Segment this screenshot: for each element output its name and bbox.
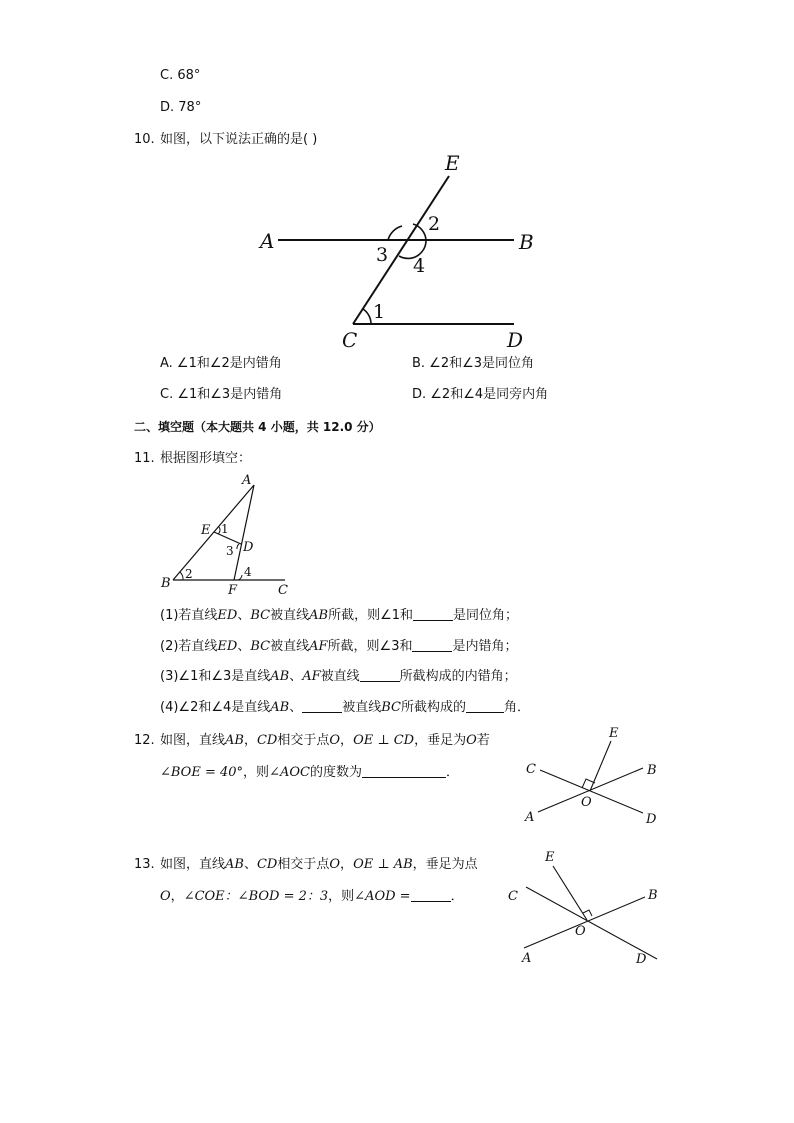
q12-label-e: E — [609, 726, 619, 741]
q10-option-b: B. ∠2和∠3是同位角 — [412, 356, 535, 371]
q10-question: 如图，以下说法正确的是( ) — [160, 132, 318, 147]
q11-statement-1: (1)若直线ED、BC被直线AB所截，则∠1和 是同位角； — [160, 608, 519, 623]
q13-label-o: O — [575, 924, 586, 939]
q12-label-c: C — [526, 762, 536, 777]
q11-angle-3: 3 — [226, 544, 234, 558]
q13-number: 13. — [134, 857, 155, 872]
q11-statement-2: (2)若直线ED、BC被直线AF所截，则∠3和 是内错角； — [160, 639, 518, 654]
q10-angle-2: 2 — [428, 213, 441, 235]
q11-angle-2: 2 — [185, 567, 193, 581]
q13-label-a: A — [522, 951, 532, 966]
q9-option-d: D. 78° — [160, 100, 202, 115]
q13-label-c: C — [508, 889, 518, 904]
q13-label-b: B — [648, 888, 658, 903]
q11-number: 11. — [134, 451, 155, 466]
q12-label-d: D — [646, 812, 657, 827]
q10-label-c: C — [342, 328, 358, 352]
q11-label-d: D — [243, 540, 254, 555]
q12-label-o: O — [581, 795, 592, 810]
q11-label-c: C — [278, 583, 288, 598]
q9-option-c: C. 68° — [160, 68, 201, 83]
q12-label-b: B — [647, 763, 657, 778]
q12-line-1: 如图，直线AB，CD相交于点O，OE ⊥ CD，垂足为O若 — [160, 733, 490, 748]
q11-label-e: E — [201, 523, 211, 538]
q13-label-d: D — [636, 952, 647, 967]
q13-line-1: 如图，直线AB、CD相交于点O，OE ⊥ AB，垂足为点 — [160, 857, 478, 872]
q10-angle-4: 4 — [413, 255, 426, 277]
q10-label-b: B — [519, 230, 534, 254]
q10-angle-1: 1 — [373, 301, 386, 323]
q12-line-2: ∠BOE = 40°，则∠AOC的度数为 ． — [160, 765, 459, 780]
q11-statement-3: (3)∠1和∠3是直线AB、AF被直线 所截构成的内错角； — [160, 669, 517, 684]
q11-label-b: B — [161, 576, 171, 591]
q13-line-2: O，∠COE：∠BOD = 2：3，则∠AOD = ． — [160, 889, 464, 904]
q12-number: 12. — [134, 733, 155, 748]
q10-label-e: E — [445, 151, 460, 175]
q10-label-d: D — [507, 328, 524, 352]
q10-label-a: A — [260, 229, 275, 253]
q10-number: 10. — [134, 132, 155, 147]
q10-option-d: D. ∠2和∠4是同旁内角 — [412, 387, 549, 402]
q11-label-f: F — [228, 583, 238, 598]
q10-option-c: C. ∠1和∠3是内错角 — [160, 387, 283, 402]
section-heading: 二、填空题（本大题共 4 小题，共 12.0 分） — [134, 420, 381, 434]
q10-option-a: A. ∠1和∠2是内错角 — [160, 356, 282, 371]
q12-label-a: A — [525, 810, 535, 825]
q10-angle-3: 3 — [376, 244, 389, 266]
q13-label-e: E — [545, 850, 555, 865]
q11-angle-4: 4 — [244, 565, 252, 579]
q11-question: 根据图形填空： — [160, 451, 252, 466]
q11-angle-1: 1 — [221, 522, 229, 536]
q11-label-a: A — [242, 473, 252, 488]
q11-statement-4: (4)∠2和∠4是直线AB、 被直线BC所截构成的 角． — [160, 700, 531, 715]
